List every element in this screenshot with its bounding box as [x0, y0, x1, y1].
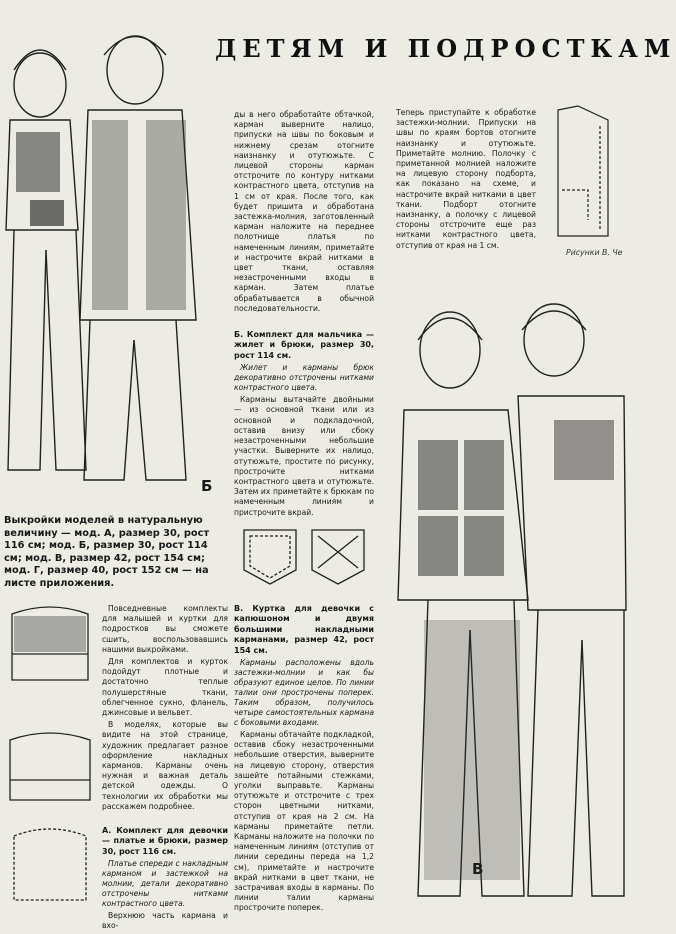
page-title: ДЕТЯМ И ПОДРОСТКАМ	[215, 34, 676, 63]
intro-paragraph: Выкройки моделей в натуральную величину — мод. А, размер 30, рост 116 см; мод. Б, размер 30, рост 114 см; мод. В, размер 42, рост 154 см; мод. Г, размер 40, рост 152 см — на листе приложения.	[4, 515, 210, 589]
label-b: Б	[201, 477, 213, 495]
section-b-body: Карманы вытачайте двойными — из основной ткани или из основной и подкладочной, оставив внизу или сбоку незастроченными небольшие участки. Выверните их налицо, отутюжьте, простите по рисунку, прострочите нитками контрастного цвета и отутюжьте. Затем их приметайте к брюкам по намеченным линиям и пристрочите вкрай.	[234, 395, 374, 517]
section-a-body: Верхнюю часть кармана и вхо-	[102, 911, 228, 931]
right-text-column	[396, 108, 536, 253]
illustration-models-v-g	[378, 300, 626, 900]
section-v-note: Карманы расположены вдоль застежки-молнии и как бы образуют единое целое. По линии талии они прострочены поперек. Таким образом, получилось четыре самостоятельных кармана с боковыми входами.	[234, 658, 374, 728]
label-v: В	[472, 860, 484, 878]
right-paragraph: Теперь приступайте к обработке застежки-молнии. Припуски на швы по краям бортов отогните наизнанку и отутюжьте. Приметайте молнию. Полочку с приметанной молнией наложите на лицевую сторону подборта, как показано на схеме, и настрочите вкрай нитками в цвет ткани. Подборт отогните наизнанку, а полочку с лицевой стороны отстрочите еще раз нитками контрастного цвета, отступив от края на 1 см.	[396, 108, 536, 250]
section-a-note: Платье спереди с накладным карманом и застежкой на молнии, детали декоративно отстрочены нитками контрастного цвета.	[102, 859, 228, 909]
section-v-heading: В. Куртка для девочки с капюшоном и двумя большими накладными карманами, размер 42, рост 154 см.	[234, 604, 374, 655]
section-v-column	[234, 604, 374, 916]
pocket-pattern-diagrams	[4, 600, 96, 900]
illustration-models-a-b	[0, 0, 232, 500]
section-b-heading: Б. Комплект для мальчика — жилет и брюки, размер 30, рост 114 см.	[234, 330, 374, 360]
illustration-credit: Рисунки В. Че	[566, 248, 623, 257]
middle-text-column	[234, 110, 374, 520]
section-b-note: Жилет и карманы брюк декоративно отстрочены нитками контрастного цвета.	[234, 363, 374, 393]
left-text-column	[102, 604, 228, 934]
mid-continuation: ды в него обработайте обтачкой, карман выверните налицо, припуски на швы по боковым и нижнему срезам отогните наизнанку и отутюжьте. С лицевой стороны карман отстрочите по контуру нитками контрастного цвета, отступив на 1 см от края. После того, как будет пришита и обработана застежка-молния, заготовленный карман наложите на переднее полотнище платья по намеченным линиям, приметайте и настрочите вкрай нитками в цвет ткани, оставляя незастроченными входы в карман. Затем платье обрабатывается в обычной последовательности.	[234, 110, 374, 313]
left-paragraph: В моделях, которые вы видите на этой странице, художник предлагает разное оформление накладных карманов. Карманы очень нужная и важная деталь детской одежды. О технологии их обработки мы расскажем подробнее.	[102, 720, 228, 811]
pocket-shapes	[238, 522, 378, 588]
left-paragraph: Повседневные комплекты для малышей и куртки для подростков вы сможете сшить, воспользовавшись нашими выкройками.	[102, 604, 228, 654]
section-a-heading: А. Комплект для девочки — платье и брюки, размер 30, рост 116 см.	[102, 826, 228, 856]
left-paragraph: Для комплектов и курток подойдут плотные и достаточно теплые полушерстяные ткани, облегченное сукно, фланель, джинсовые и вельвет.	[102, 657, 228, 718]
section-v-body: Карманы обтачайте подкладкой, оставив сбоку незастроченными небольшие отверстия, выверните на лицевую сторону, отверстия зашейте потайными стежками, уголки выправьте. Карманы отутюжьте и отстрочите с трех сторон цветными нитками, отступив от края на 2 см. На карманы приметайте петли. Карманы наложите на полочки по намеченным линиям (отступив от линии середины переда на 1,2 см), приметайте и настрочите вкрай нитками в цвет ткани, не застрачивая входы в карманы. По линии талии карманы прострочите поперек.	[234, 730, 374, 913]
zipper-diagram	[548, 100, 626, 250]
